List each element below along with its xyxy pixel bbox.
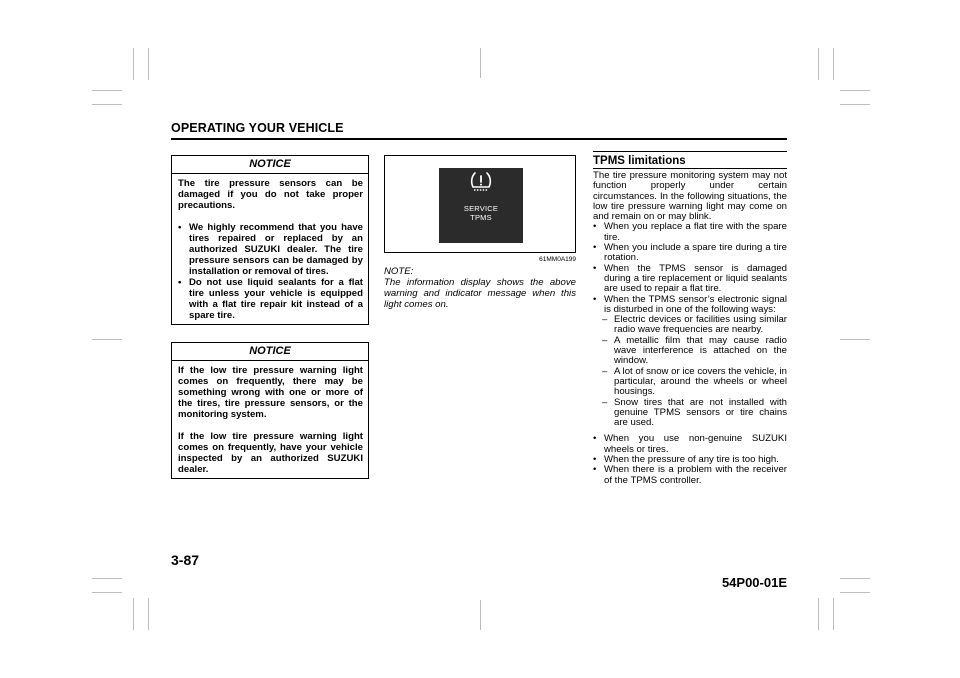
limitations-text	[593, 171, 787, 486]
limitation-item: • When you use non-genuine SUZUKI wheels or tires.	[593, 434, 787, 455]
limitation-item: • When there is a problem with the receiver of the TPMS controller.	[593, 465, 787, 486]
limitation-item: • When the pressure of any tire is too high.	[593, 455, 787, 465]
crop-mark	[148, 598, 149, 630]
notice-title: NOTICE	[172, 343, 368, 361]
crop-mark	[833, 598, 834, 630]
crop-mark	[92, 104, 122, 105]
section-rule	[593, 151, 787, 152]
tpms-warning-icon	[469, 171, 493, 193]
notice-intro: The tire pressure sensors can be damaged if you do not take proper precautions.	[178, 178, 363, 211]
note	[384, 266, 576, 310]
limitation-sub-item: – Electric devices or facilities using similar radio wave frequencies are nearby.	[593, 315, 787, 336]
crop-mark	[840, 592, 870, 593]
crop-mark	[818, 598, 819, 630]
notice-body	[172, 361, 368, 478]
crop-mark	[133, 48, 134, 80]
section-title: TPMS limitations	[593, 155, 686, 167]
notice-body	[172, 174, 368, 324]
notice-paragraph: If the low tire pressure warning light comes on frequently, there may be something wrong with one or more of the tires, tire pressure sensors, or the monitoring system.	[178, 365, 363, 420]
display-illustration	[384, 155, 576, 253]
limitation-item: • When you include a spare tire during a tire rotation.	[593, 243, 787, 264]
crop-mark	[133, 598, 134, 630]
crop-mark	[92, 592, 122, 593]
notice-box-warning-light	[171, 342, 369, 479]
notice-title: NOTICE	[172, 156, 368, 174]
display-message: SERVICE TPMS	[463, 204, 499, 222]
crop-mark	[840, 578, 870, 579]
limitation-sub-item: – A lot of snow or ice covers the vehicle, in particular, around the wheels or wheel housings.	[593, 367, 787, 398]
notice-list	[178, 222, 363, 321]
crop-mark	[480, 48, 481, 78]
crop-mark	[840, 104, 870, 105]
note-label: NOTE:	[384, 266, 414, 277]
limitations-list	[593, 222, 787, 485]
image-code: 61MM0A199	[539, 256, 576, 263]
notice-paragraph: If the low tire pressure warning light comes on frequently, have your vehicle inspected by an authorized SUZUKI dealer.	[178, 431, 363, 475]
crop-mark	[833, 48, 834, 80]
information-display	[439, 168, 523, 243]
limitation-item: • When you replace a flat tire with the spare tire.	[593, 222, 787, 243]
limitation-sub-item: – A metallic film that may cause radio wave interference is attached on the window.	[593, 336, 787, 367]
crop-mark	[148, 48, 149, 80]
limitation-item: • When the TPMS sensor is damaged during a tire replacement or liquid sealants are used to repair a flat tire.	[593, 264, 787, 295]
notice-box-sensors	[171, 155, 369, 325]
header-rule	[171, 138, 787, 140]
page-header-title: OPERATING YOUR VEHICLE	[171, 121, 344, 135]
notice-list-item: • We highly recommend that you have tires repaired or replaced by an authorized SUZUKI dealer. The tire pressure sensors can be damaged by installation or removal of tires.	[178, 222, 363, 277]
crop-mark	[840, 90, 870, 91]
crop-mark	[92, 578, 122, 579]
crop-mark	[480, 600, 481, 630]
crop-mark	[92, 339, 122, 340]
note-text: The information display shows the above warning and indicator message when this light comes on.	[384, 277, 576, 310]
page-number: 3-87	[171, 552, 200, 568]
crop-mark	[92, 90, 122, 91]
section-rule	[593, 168, 787, 169]
limitation-item: • When the TPMS sensor’s electronic signal is disturbed in one of the following ways:	[593, 295, 787, 316]
crop-mark	[818, 48, 819, 80]
document-code: 54P00-01E	[721, 575, 787, 590]
crop-mark	[840, 339, 870, 340]
limitations-intro: The tire pressure monitoring system may not function properly under certain circumstances. In the following situations, the low tire pressure warning light may come on and remain on or may blink.	[593, 170, 787, 223]
limitation-sub-item: – Snow tires that are not installed with genuine TPMS sensors or tire chains are used.	[593, 398, 787, 429]
notice-list-item: • Do not use liquid sealants for a flat tire unless your vehicle is equipped with a flat tire repair kit instead of a spare tire.	[178, 277, 363, 321]
